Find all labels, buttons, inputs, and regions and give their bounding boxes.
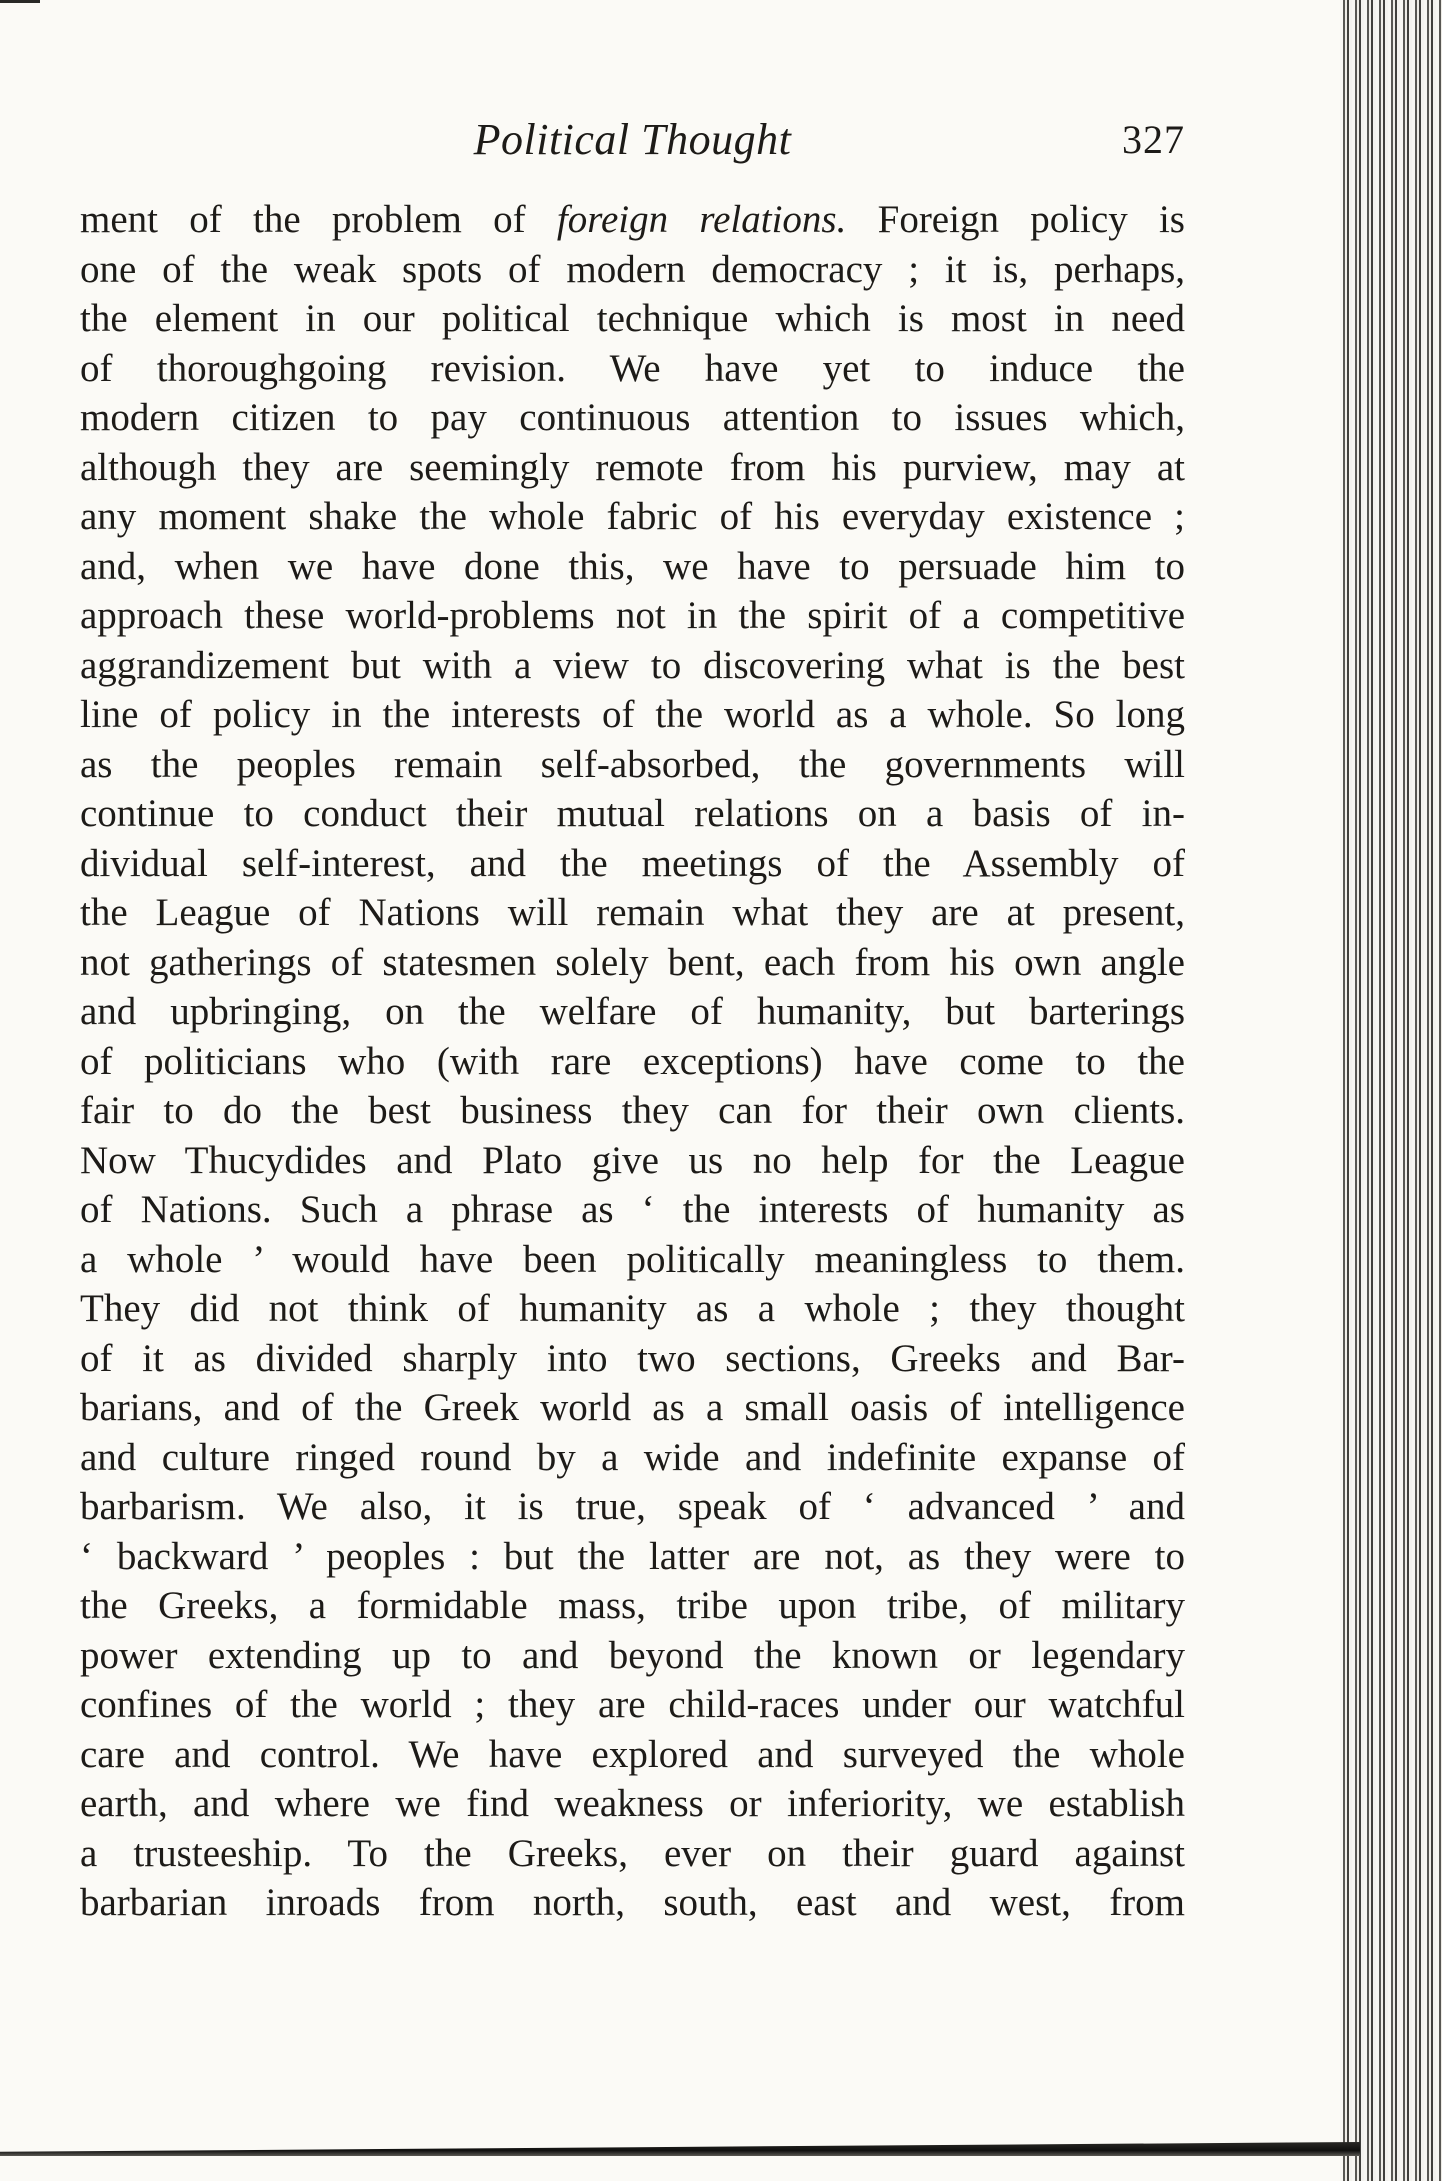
text-line — [80, 344, 1185, 394]
text-line — [80, 1680, 1185, 1730]
text-line — [80, 888, 1185, 938]
text-run: aggrandizement but with a view to discovering what is the best — [80, 643, 1185, 687]
text-line — [80, 1581, 1185, 1631]
text-line — [80, 1433, 1185, 1483]
text-line — [80, 393, 1185, 443]
text-line — [80, 294, 1185, 344]
text-line — [80, 443, 1185, 493]
running-head: Political Thought — [473, 115, 792, 164]
text-run: modern citizen to pay continuous attention to issues which, — [80, 396, 1185, 439]
text-run: continue to conduct their mutual relations on a basis of in- — [80, 792, 1185, 835]
text-line — [80, 690, 1185, 740]
text-run: of it as divided sharply into two sections, Greeks and Bar- — [80, 1336, 1185, 1380]
text-run: and, when we have done this, we have to persuade him to — [80, 544, 1185, 588]
text-line — [80, 1779, 1185, 1829]
text-run: barians, and of the Greek world as a small oasis of intelligence — [80, 1386, 1185, 1429]
text-line — [80, 641, 1185, 691]
text-line — [80, 1383, 1185, 1433]
book-gutter — [1340, 0, 1442, 2181]
text-run: and culture ringed round by a wide and indefinite expanse of — [80, 1435, 1185, 1479]
text-line — [80, 1086, 1185, 1136]
text-line — [80, 1334, 1185, 1384]
text-run: barbarism. We also, it is true, speak of ‘ advanced ’ and — [80, 1485, 1185, 1528]
text-run: the League of Nations will remain what they are at present, — [80, 891, 1185, 934]
text-line — [80, 1136, 1185, 1186]
body-text — [80, 195, 1185, 1928]
text-line — [80, 987, 1185, 1037]
text-line — [80, 1284, 1185, 1334]
text-run: as the peoples remain self-absorbed, the governments will — [80, 742, 1185, 786]
page-bottom-edge — [0, 2142, 1360, 2156]
text-run: not gatherings of statesmen solely bent, each from his own angle — [80, 940, 1185, 984]
page-header — [80, 112, 1185, 172]
text-run: earth, and where we find weakness or inferiority, we establish — [80, 1782, 1185, 1825]
text-run: of thoroughgoing revision. We have yet to induce the — [80, 346, 1185, 390]
text-line — [80, 1631, 1185, 1681]
text-run: although they are seemingly remote from his purview, may at — [80, 445, 1185, 489]
text-run: fair to do the best business they can for their own clients. — [80, 1089, 1185, 1132]
text-run: care and control. We have explored and surveyed the whole — [80, 1732, 1185, 1776]
text-line — [80, 1730, 1185, 1780]
text-line — [80, 492, 1185, 542]
text-run: confines of the world ; they are child-races under our watchful — [80, 1683, 1185, 1726]
text-run: and upbringing, on the welfare of humanity, but barterings — [80, 990, 1185, 1033]
text-run: of Nations. Such a phrase as ‘ the interests of humanity as — [80, 1188, 1185, 1231]
text-run: dividual self-interest, and the meetings of the Assembly of — [80, 841, 1185, 885]
text-run: They did not think of humanity as a whole ; they thought — [80, 1287, 1185, 1330]
italic-phrase: foreign relations. — [556, 198, 847, 241]
text-run: approach these world-problems not in the spirit of a competitive — [80, 594, 1185, 637]
text-run: a whole ’ would have been politically meaningless to them. — [80, 1237, 1185, 1281]
text-run: any moment shake the whole fabric of his everyday existence ; — [80, 495, 1185, 538]
text-line — [80, 1878, 1185, 1928]
text-run: the element in our political technique which is most in need — [80, 297, 1185, 340]
text-run: a trusteeship. To the Greeks, ever on their guard against — [80, 1831, 1185, 1875]
text-line — [80, 591, 1185, 641]
text-line — [80, 1235, 1185, 1285]
text-line — [80, 1829, 1185, 1879]
text-run: of politicians who (with rare exceptions) have come to the — [80, 1039, 1185, 1083]
text-run: the Greeks, a formidable mass, tribe upon tribe, of military — [80, 1584, 1185, 1627]
text-run: ‘ backward ’ peoples : but the latter are not, as they were to — [80, 1534, 1185, 1578]
text-line — [80, 245, 1185, 295]
text-line — [80, 938, 1185, 988]
text-run: Foreign policy is — [846, 198, 1185, 241]
text-run: ment of the problem of — [80, 198, 557, 241]
text-line — [80, 1482, 1185, 1532]
text-line — [80, 789, 1185, 839]
text-run: line of policy in the interests of the world as a whole. So long — [80, 693, 1185, 736]
text-run: power extending up to and beyond the known or legendary — [80, 1633, 1185, 1677]
text-line — [80, 1185, 1185, 1235]
text-line — [80, 1037, 1185, 1087]
page-number: 327 — [1122, 117, 1185, 162]
text-run: barbarian inroads from north, south, east and west, from — [80, 1881, 1185, 1924]
scan-edge-mark — [0, 0, 40, 3]
text-line — [80, 195, 1185, 245]
text-line — [80, 1532, 1185, 1582]
text-line — [80, 740, 1185, 790]
text-line — [80, 542, 1185, 592]
text-line — [80, 839, 1185, 889]
text-run: one of the weak spots of modern democracy ; it is, perhaps, — [80, 247, 1185, 291]
text-run: Now Thucydides and Plato give us no help for the League — [80, 1138, 1185, 1182]
